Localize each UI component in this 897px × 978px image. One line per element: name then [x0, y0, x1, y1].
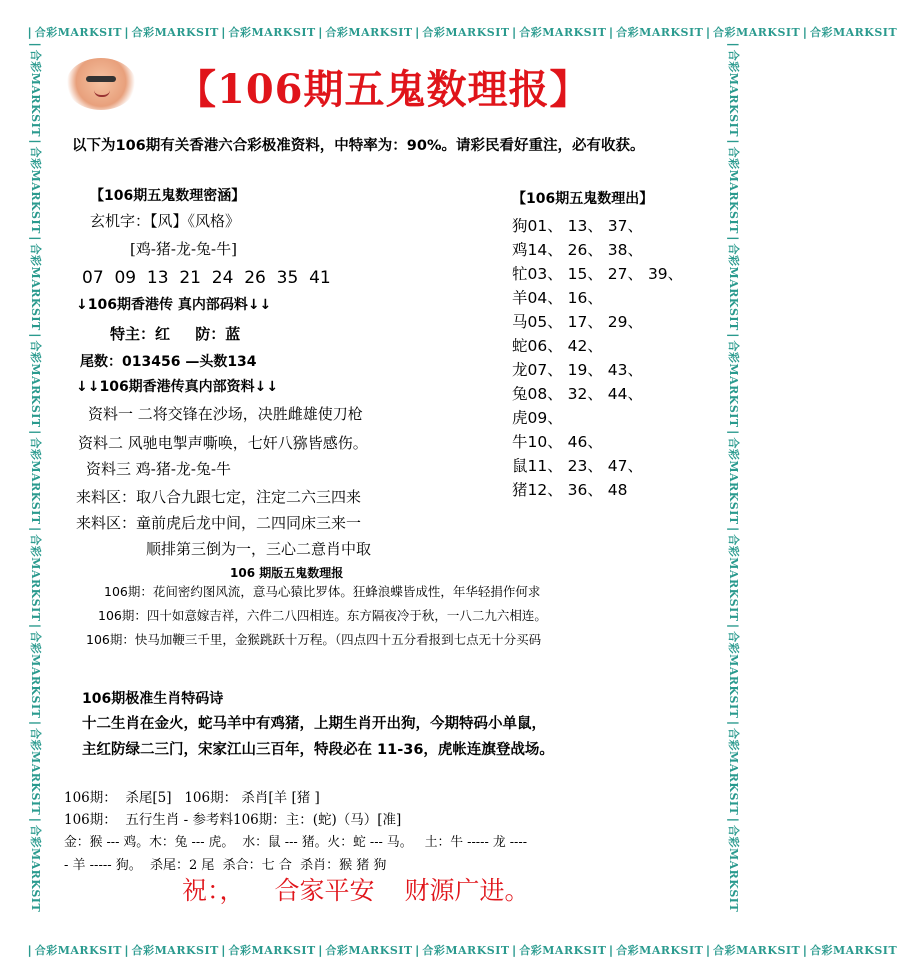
tezhu-line — [110, 323, 240, 344]
weishu-line: 尾数：013456 —头数134 — [80, 354, 257, 370]
hk-info-line: ↓↓106期香港传真内部资料↓↓ — [76, 379, 279, 395]
ziliao-3: 资料三 鸡-猪-龙-兔-牛 — [86, 460, 232, 478]
xuanji-line: 玄机字：【风】《风格》 — [90, 212, 241, 230]
list-item: 虎09、 — [512, 409, 563, 427]
right-heading: 【106期五鬼数理出】 — [512, 191, 654, 207]
ziliao-1: 资料一 二将交锋在沙场，决胜雌雄使刀枪 — [88, 405, 363, 423]
list-item: 鸡14、 26、 38、 — [512, 241, 644, 259]
list-item: 马05、 17、 29、 — [512, 313, 644, 331]
avatar-eyes — [86, 76, 116, 82]
frame-watermark-left: ❘合彩MARKSIT❘合彩MARKSIT❘合彩MARKSIT❘合彩MARKSIT❘合彩MARKSIT❘合彩MARKSIT❘合彩MARKSIT❘合彩MARKSIT❘合彩MARKSIT — [29, 40, 42, 913]
special-line-1: 十二生肖在金火，蛇马羊中有鸡猪，上期生肖开出狗，今期特码小单鼠， — [82, 716, 546, 732]
title-open-bracket: 【 — [176, 66, 217, 113]
bottom-line-2: 106期： 五行生肖 - 参考料106期：主：(蛇)（马）[准] — [64, 812, 402, 828]
frame-watermark-top: ❘合彩MARKSIT❘合彩MARKSIT❘合彩MARKSIT❘合彩MARKSIT❘合彩MARKSIT❘合彩MARKSIT❘合彩MARKSIT❘合彩MARKSIT❘合彩MARKSIT — [25, 26, 897, 39]
page-title — [176, 58, 591, 115]
bottom-line-3: 金：猴 --- 鸡。木：兔 --- 虎。 水：鼠 --- 猪。火：蛇 --- 马。 土：牛 ----- 龙 ---- — [64, 835, 528, 850]
poem-1: 106期：花间密约图风流，意马心猿比罗体。狂蜂浪蝶皆成性，年华轻捐作何求 — [104, 584, 541, 599]
bottom-line-4: - 羊 ----- 狗。 杀尾：2 尾 杀合：七 合 杀肖：猴 猪 狗 — [64, 858, 387, 873]
hk-code-line: ↓106期香港传 真内部码料↓↓ — [76, 297, 272, 313]
blessing-part-3: 财源广进。 — [404, 876, 530, 905]
blessing — [182, 871, 551, 907]
laoliao-3: 顺排第三倒为一，三心二意肖中取 — [146, 540, 372, 558]
special-heading: 106期极准生肖特码诗 — [82, 691, 224, 707]
numbers-line: 07 09 13 21 24 26 35 41 — [82, 268, 331, 288]
frame-watermark-bottom: ❘合彩MARKSIT❘合彩MARKSIT❘合彩MARKSIT❘合彩MARKSIT❘合彩MARKSIT❘合彩MARKSIT❘合彩MARKSIT❘合彩MARKSIT❘合彩MARKSIT — [25, 944, 897, 957]
list-item: 狗01、 13、 37、 — [512, 217, 644, 235]
ziliao-2: 资料二 风驰电掣声嘶唤，七奸八猕皆感伤。 — [78, 434, 368, 452]
list-item: 蛇06、 42、 — [512, 337, 603, 355]
poem-3: 106期：快马加鞭三千里，金猴跳跃十万程。（四点四十五分看报到七点无十分买码 — [86, 632, 542, 647]
fang-text: 防：蓝 — [195, 325, 241, 343]
intro-text: 以下为106期有关香港六合彩极准资料，中特率为：90%。请彩民看好重注，必有收获。 — [72, 138, 645, 154]
list-item: 猪12、 36、 48 — [512, 481, 628, 499]
list-item: 鼠11、 23、 47、 — [512, 457, 644, 475]
laoliao-1: 来料区：取八合九跟七定，注定二六三四来 — [76, 488, 362, 506]
poem-2: 106期：四十如意嫁吉祥，六件二八四相连。东方隔夜冷于秋，一八二九六相连。 — [98, 608, 547, 623]
laoliao-2: 来料区：童前虎后龙中间，二四同床三来一 — [76, 514, 362, 532]
left-heading: 【106期五鬼数理密涵】 — [90, 188, 246, 204]
avatar — [66, 58, 136, 110]
avatar-mouth — [94, 90, 110, 97]
list-item: 龙07、 19、 43、 — [512, 361, 644, 379]
list-item: 牤03、 15、 27、 39、 — [512, 265, 684, 283]
title-close-bracket: 】 — [549, 66, 591, 113]
list-item: 羊04、 16、 — [512, 289, 603, 307]
blessing-part-2: 合家平安 — [274, 876, 375, 905]
bottom-line-1: 106期： 杀尾[5] 106期： 杀肖[羊 [猪 ] — [64, 790, 320, 806]
special-line-2: 主红防绿二三门，宋家江山三百年，特段必在 11-36，虎帐连旗登战场。 — [82, 742, 554, 758]
animals-line: [鸡-猪-龙-兔-牛] — [130, 240, 237, 258]
blessing-part-1: 祝：， — [182, 876, 245, 905]
frame-watermark-right: ❘合彩MARKSIT❘合彩MARKSIT❘合彩MARKSIT❘合彩MARKSIT❘合彩MARKSIT❘合彩MARKSIT❘合彩MARKSIT❘合彩MARKSIT❘合彩MARKSIT — [727, 40, 740, 913]
list-item: 牛10、 46、 — [512, 433, 603, 451]
list-item: 兔08、 32、 44、 — [512, 385, 644, 403]
title-text: 106期五鬼数理报 — [217, 66, 550, 113]
tezhu-text: 特主：红 — [110, 325, 171, 343]
zodiac-number-list — [512, 214, 683, 502]
cut-heading: 106 期版五鬼数理报 — [230, 566, 344, 580]
